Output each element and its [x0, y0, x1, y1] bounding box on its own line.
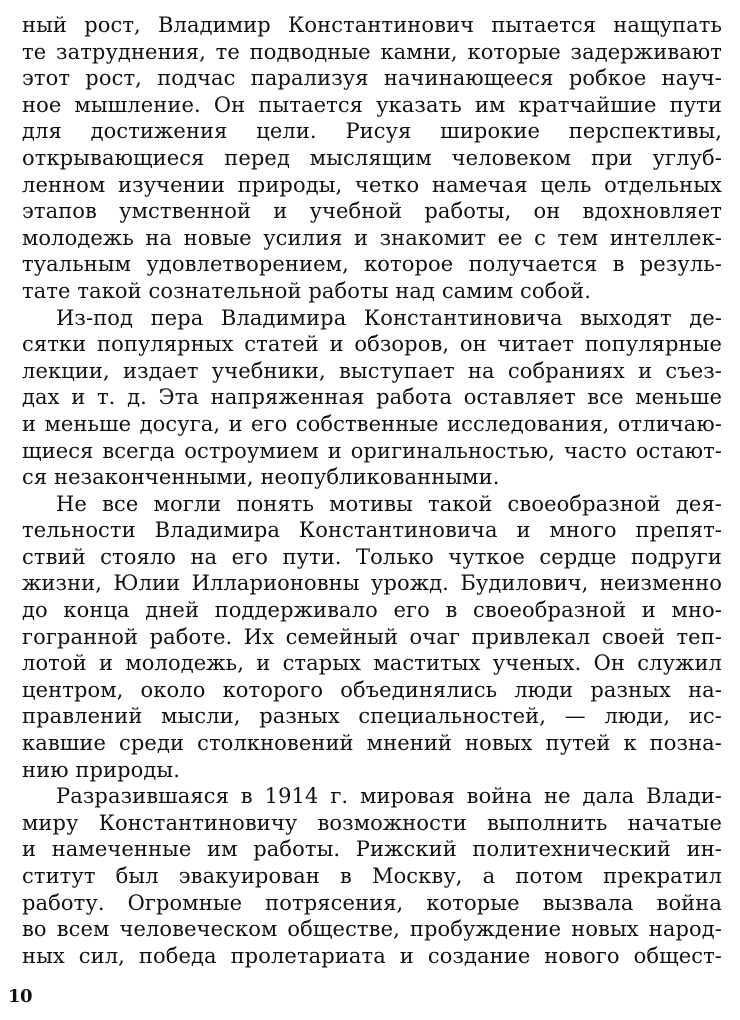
text-line: дах и т. д. Эта напряженная работа оставляет все меньше: [22, 385, 722, 410]
text-line: центром, около которого объединялись люди разных на-: [22, 677, 722, 702]
paragraph: [22, 783, 722, 969]
text-line: нию природы.: [22, 757, 180, 782]
text-line: до конца дней поддерживало его в своеобразной и мно-: [22, 598, 722, 623]
page-text-block: [22, 12, 722, 969]
text-line: для достижения цели. Рисуя широкие перспективы,: [22, 119, 722, 144]
text-line: ся незаконченными, неопубликованными.: [22, 465, 500, 490]
page-number: 10: [8, 986, 33, 1007]
text-line: открывающиеся перед мыслящим человеком при углуб-: [22, 145, 722, 170]
text-line: тельности Владимира Константиновича и много препят-: [22, 518, 722, 543]
text-line: молодежь на новые усилия и знакомит ее с тем интеллек-: [22, 225, 722, 250]
text-line: лекции, издает учебники, выступает на собраниях и съез-: [22, 358, 722, 383]
paragraph: [22, 12, 722, 305]
text-line: кавшие среди столкновений мнений новых путей к позна-: [22, 731, 722, 756]
text-line: Разразившаяся в 1914 г. мировая война не дала Влади-: [56, 784, 722, 809]
text-line: и намеченные им работы. Рижский политехнический ин-: [22, 837, 722, 862]
text-line: и меньше досуга, и его собственные исследования, отличаю-: [22, 411, 722, 436]
text-line: лотой и молодежь, и старых маститых ученых. Он служил: [22, 651, 722, 676]
text-line: работу. Огромные потрясения, которые вызвала война: [22, 890, 722, 915]
paragraph: [22, 491, 722, 784]
text-line: жизни, Юлии Илларионовны урожд. Будилович, неизменно: [22, 571, 722, 596]
text-line: Из-под пера Владимира Константиновича выходят де-: [56, 305, 722, 330]
text-line: миру Константиновичу возможности выполнить начатые: [22, 810, 722, 835]
text-line: ствий стояло на его пути. Только чуткое сердце подруги: [22, 544, 722, 569]
text-line: ленном изучении природы, четко намечая цель отдельных: [22, 172, 722, 197]
text-line: щиеся всегда остроумием и оригинальностью, часто остают-: [22, 438, 722, 463]
text-line: ный рост, Владимир Константинович пытается нащупать: [22, 13, 722, 37]
text-line: Не все могли понять мотивы такой своеобразной дея-: [56, 491, 722, 516]
text-line: во всем человеческом обществе, пробуждение новых народ-: [22, 917, 722, 942]
text-line: гогранной работе. Их семейный очаг привлекал своей теп-: [22, 624, 722, 649]
text-line: ных сил, победа пролетариата и создание нового общест-: [22, 943, 722, 968]
text-line: правлений мысли, разных специальностей, — люди, ис-: [22, 704, 722, 729]
paragraph: [22, 305, 722, 491]
text-line: ститут был эвакуирован в Москву, а потом прекратил: [22, 864, 722, 888]
text-line: этапов умственной и учебной работы, он вдохновляет: [22, 199, 722, 224]
text-line: тате такой сознательной работы над самим собой.: [22, 278, 592, 303]
text-line: туальным удовлетворением, которое получается в резуль-: [22, 252, 722, 277]
text-line: сятки популярных статей и обзоров, он читает популярные: [22, 332, 722, 357]
text-line: ное мышление. Он пытается указать им кратчайшие пути: [22, 92, 722, 117]
text-line: этот рост, подчас парализуя начинающееся робкое науч-: [22, 66, 722, 91]
text-line: те затруднения, те подводные камни, которые задерживают: [22, 39, 722, 64]
